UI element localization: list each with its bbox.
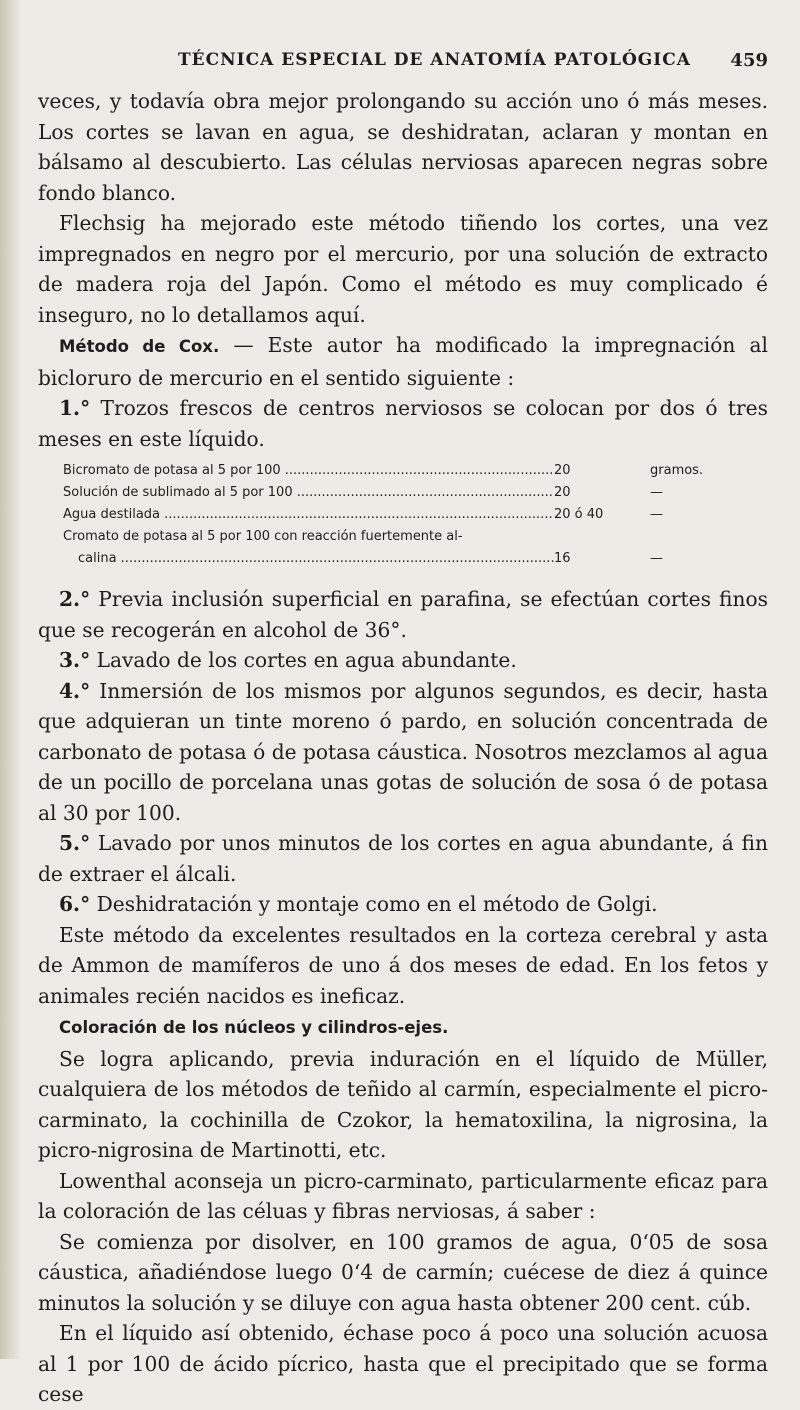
paragraph-results: Este método da excelentes resultados en la corteza cerebral y asta de Ammon de mamíferos de uno á dos meses de edad. En los fetos y animales recién nacidos es ineficaz. (38, 922, 768, 1008)
recipe-row (63, 504, 718, 526)
recipe-ingredient: Solución de sublimado al 5 por 100 ..... (63, 482, 554, 504)
step-3 (38, 645, 768, 676)
step-text: Lavado por unos minutos de los cortes en agua abundante, á fin de extraer el álcali. (38, 831, 768, 886)
book-page (38, 50, 768, 1410)
paragraph-final: En el líquido así obtenido, échase poco á poco una solución acuosa al 1 por 100 de ácido pícrico, hasta que el precipitado que se forma cese (38, 1321, 768, 1406)
recipe-row (63, 526, 718, 548)
section-heading-text: Coloración de los núcleos y cilindros-ejes. (59, 1018, 449, 1037)
step-text: Inmersión de los mismos por algunos segundos, es decir, hasta que adquieran un tinte moreno ó pardo, en solución concentrada de carbonato de potasa ó de potasa cáustica. Nosotros mezclamos al agua de un pocillo de porcelana unas gotas de solución de sosa ó de potasa al 30 por 100. (38, 678, 768, 825)
recipe-quantity: 20 (554, 485, 571, 500)
cox-method-heading: Método de Cox. (59, 337, 220, 356)
step-text: Deshidratación y montaje como en el método de Golgi. (90, 892, 658, 916)
paragraph-methods: Se logra aplicando, previa induración en el líquido de Müller, cualquiera de los métodos de teñido al carmín, especialmente el picro-carminato, la cochinilla de Czokor, la hematoxilina, la nigrosina, la picro-nigrosina de Martinotti, etc. (38, 1046, 768, 1162)
paragraph-procedure: Se comienza por disolver, en 100 gramos de agua, 0‘05 de sosa cáustica, añadiéndose luego 0‘4 de carmín; cuécese de diez á quince minutos la solución y se diluye con agua hasta obtener 200 cent. cúb. (38, 1229, 768, 1315)
paragraph-continuation: veces, y todavía obra mejor prolongando su acción uno ó más meses. Los cortes se lavan en agua, se deshidratan, aclaran y montan en bálsamo al descubierto. Las células nerviosas aparecen negras sobre fondo blanco. (38, 89, 768, 205)
recipe-ingredient: calina ..... (78, 548, 554, 570)
recipe-unit: — (650, 485, 663, 500)
step-number: 4.° (59, 678, 91, 703)
recipe-ingredient: Bicromato de potasa al 5 por 100 ..... (63, 460, 554, 482)
step-4 (38, 676, 768, 829)
recipe-ingredient: Cromato de potasa al 5 por 100 con reacción fuertemente al- (63, 529, 463, 544)
paragraph-cox (38, 330, 768, 393)
recipe-unit: — (650, 551, 663, 566)
recipe-row (63, 548, 718, 570)
recipe-quantity: 20 ó 40 (554, 507, 604, 522)
recipe-table (63, 460, 718, 570)
page-number: 459 (730, 50, 768, 71)
step-number: 1.° (59, 396, 91, 420)
step-number: 3.° (59, 648, 91, 672)
paragraph-flechsig: Flechsig ha mejorado este método tiñendo los cortes, una vez impregnados en negro por el mercurio, por una solución de extracto de madera roja del Japón. Como el método es muy complicado é inseguro, no lo detallamos aquí. (38, 211, 768, 327)
page-header (38, 50, 768, 78)
section-heading (38, 1011, 768, 1044)
step-number: 5.° (59, 831, 91, 855)
recipe-ingredient: Agua destilada ..... (63, 504, 554, 526)
step-number: 6.° (59, 892, 91, 916)
step-text: Previa inclusión superficial en parafina, se efectúan cortes finos que se recogerán en alcohol de 36°. (38, 587, 768, 642)
paragraph-lowenthal: Lowenthal aconseja un picro-carminato, particularmente eficaz para la coloración de las céluas y fibras nerviosas, á saber : (38, 1168, 768, 1223)
step-2 (38, 584, 768, 645)
recipe-row (63, 460, 718, 482)
running-head: TÉCNICA ESPECIAL DE ANATOMÍA PATOLÓGICA (178, 50, 691, 70)
step-1 (38, 393, 768, 454)
recipe-row (63, 482, 718, 504)
step-number: 2.° (59, 587, 91, 611)
step-text: Lavado de los cortes en agua abundante. (90, 648, 517, 672)
recipe-quantity: 20 (554, 463, 571, 478)
step-text: Trozos frescos de centros nerviosos se colocan por dos ó tres meses en este líquido. (38, 396, 768, 451)
page-edge-shadow (0, 0, 22, 1359)
step-5 (38, 828, 768, 889)
recipe-quantity: 16 (554, 551, 571, 566)
cox-method-text: — Este autor ha modificado la impregnación al bicloruro de mercurio en el sentido siguiente : (38, 333, 768, 390)
recipe-unit: gramos. (650, 463, 704, 478)
step-6 (38, 889, 768, 920)
recipe-unit: — (650, 507, 663, 522)
